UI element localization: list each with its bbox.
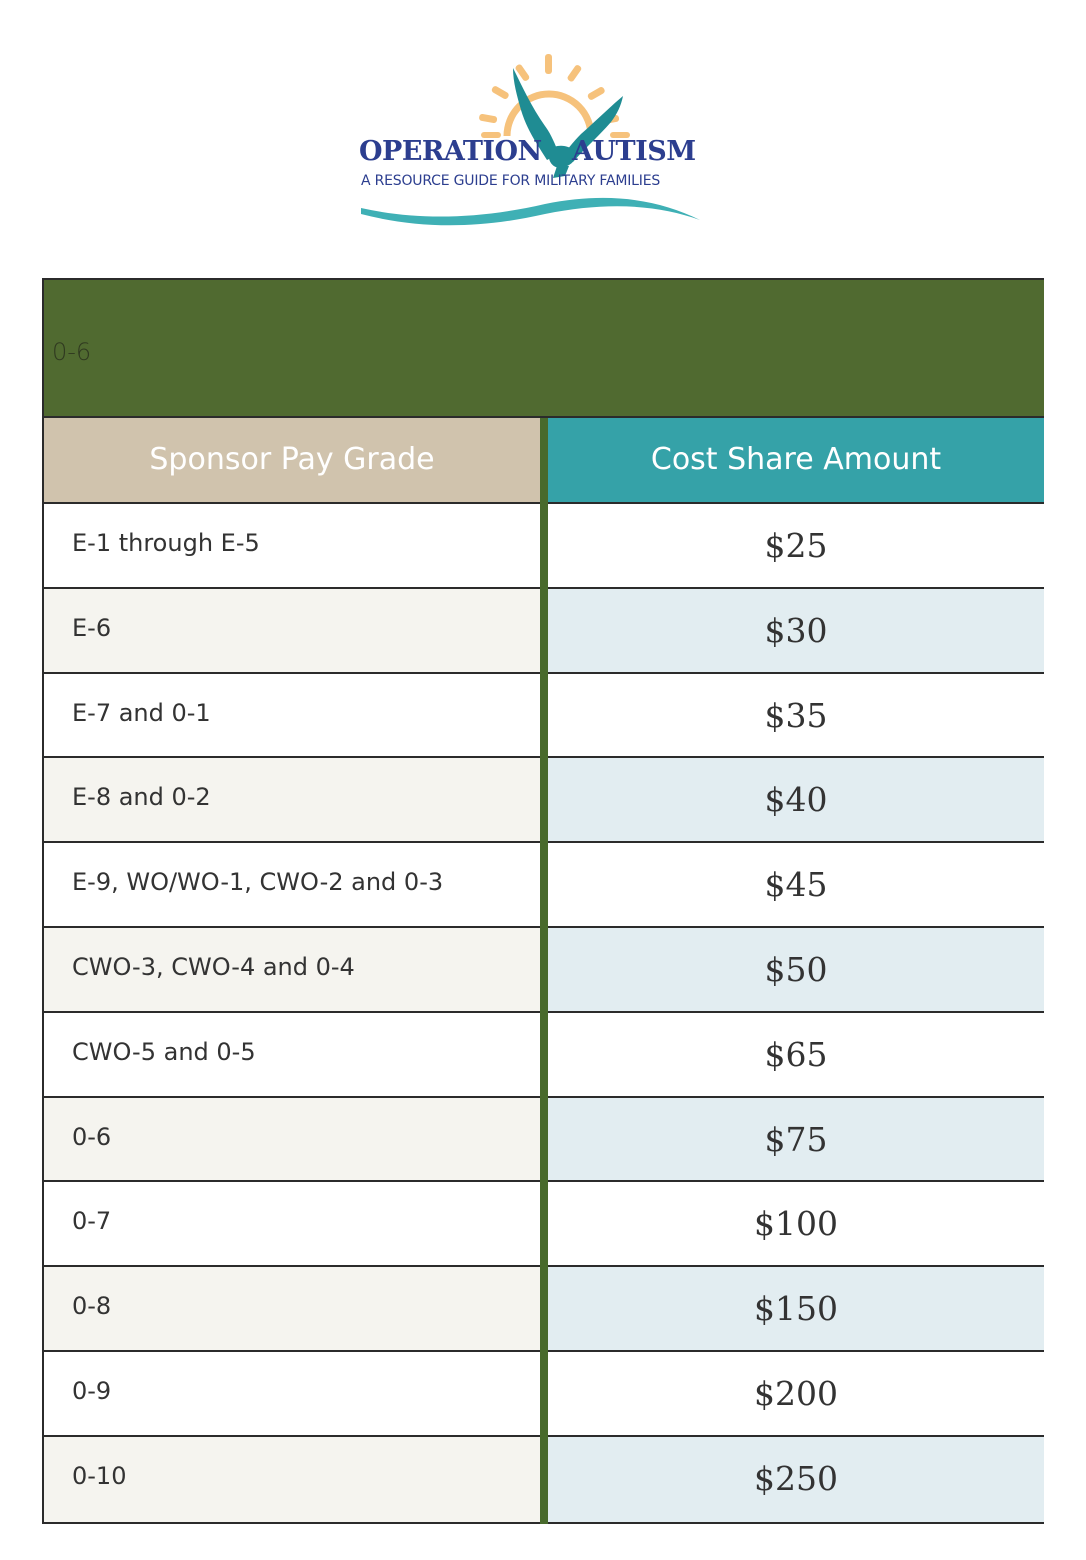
pay-grade-cell: CWO-5 and 0-5 <box>44 1013 540 1096</box>
pay-grade-cell: E-8 and 0-2 <box>44 758 540 841</box>
cost-share-cell: $50 <box>548 928 1044 1011</box>
pay-grade-cell: CWO-3, CWO-4 and 0-4 <box>44 928 540 1011</box>
column-divider <box>540 418 548 1524</box>
cost-share-cell: $35 <box>548 674 1044 757</box>
pay-grade-cell: 0-6 <box>44 1098 540 1181</box>
cost-share-cell: $45 <box>548 843 1044 926</box>
operation-autism-logo <box>355 48 705 233</box>
cost-share-table <box>42 278 1044 1524</box>
pay-grade-cell: 0-10 <box>44 1437 540 1522</box>
pay-grade-cell: E-1 through E-5 <box>44 504 540 587</box>
logo-title <box>359 136 701 167</box>
cost-share-cell: $150 <box>548 1267 1044 1350</box>
pay-grade-cell: 0-8 <box>44 1267 540 1350</box>
cost-share-cell: $75 <box>548 1098 1044 1181</box>
logo-title-word1: OPERATION <box>359 136 542 167</box>
cost-share-cell: $100 <box>548 1182 1044 1265</box>
pay-grade-cell: E-6 <box>44 589 540 672</box>
cost-share-cell: $250 <box>548 1437 1044 1522</box>
cost-share-cell: $30 <box>548 589 1044 672</box>
pay-grade-cell: 0-9 <box>44 1352 540 1435</box>
cost-share-cell: $65 <box>548 1013 1044 1096</box>
header-sponsor-pay-grade: Sponsor Pay Grade <box>44 418 540 504</box>
cost-share-cell: $25 <box>548 504 1044 587</box>
band-label: 0-6 <box>52 338 92 366</box>
pay-grade-cell: E-7 and 0-1 <box>44 674 540 757</box>
logo-subtitle: A RESOURCE GUIDE FOR MILITARY FAMILIES <box>361 173 661 189</box>
pay-grade-cell: E-9, WO/WO-1, CWO-2 and 0-3 <box>44 843 540 926</box>
table-title-band <box>44 280 1044 418</box>
pay-grade-cell: 0-7 <box>44 1182 540 1265</box>
cost-share-cell: $40 <box>548 758 1044 841</box>
header-cost-share-amount: Cost Share Amount <box>548 418 1044 504</box>
logo-title-word2: AUTISM <box>572 136 696 167</box>
cost-share-cell: $200 <box>548 1352 1044 1435</box>
